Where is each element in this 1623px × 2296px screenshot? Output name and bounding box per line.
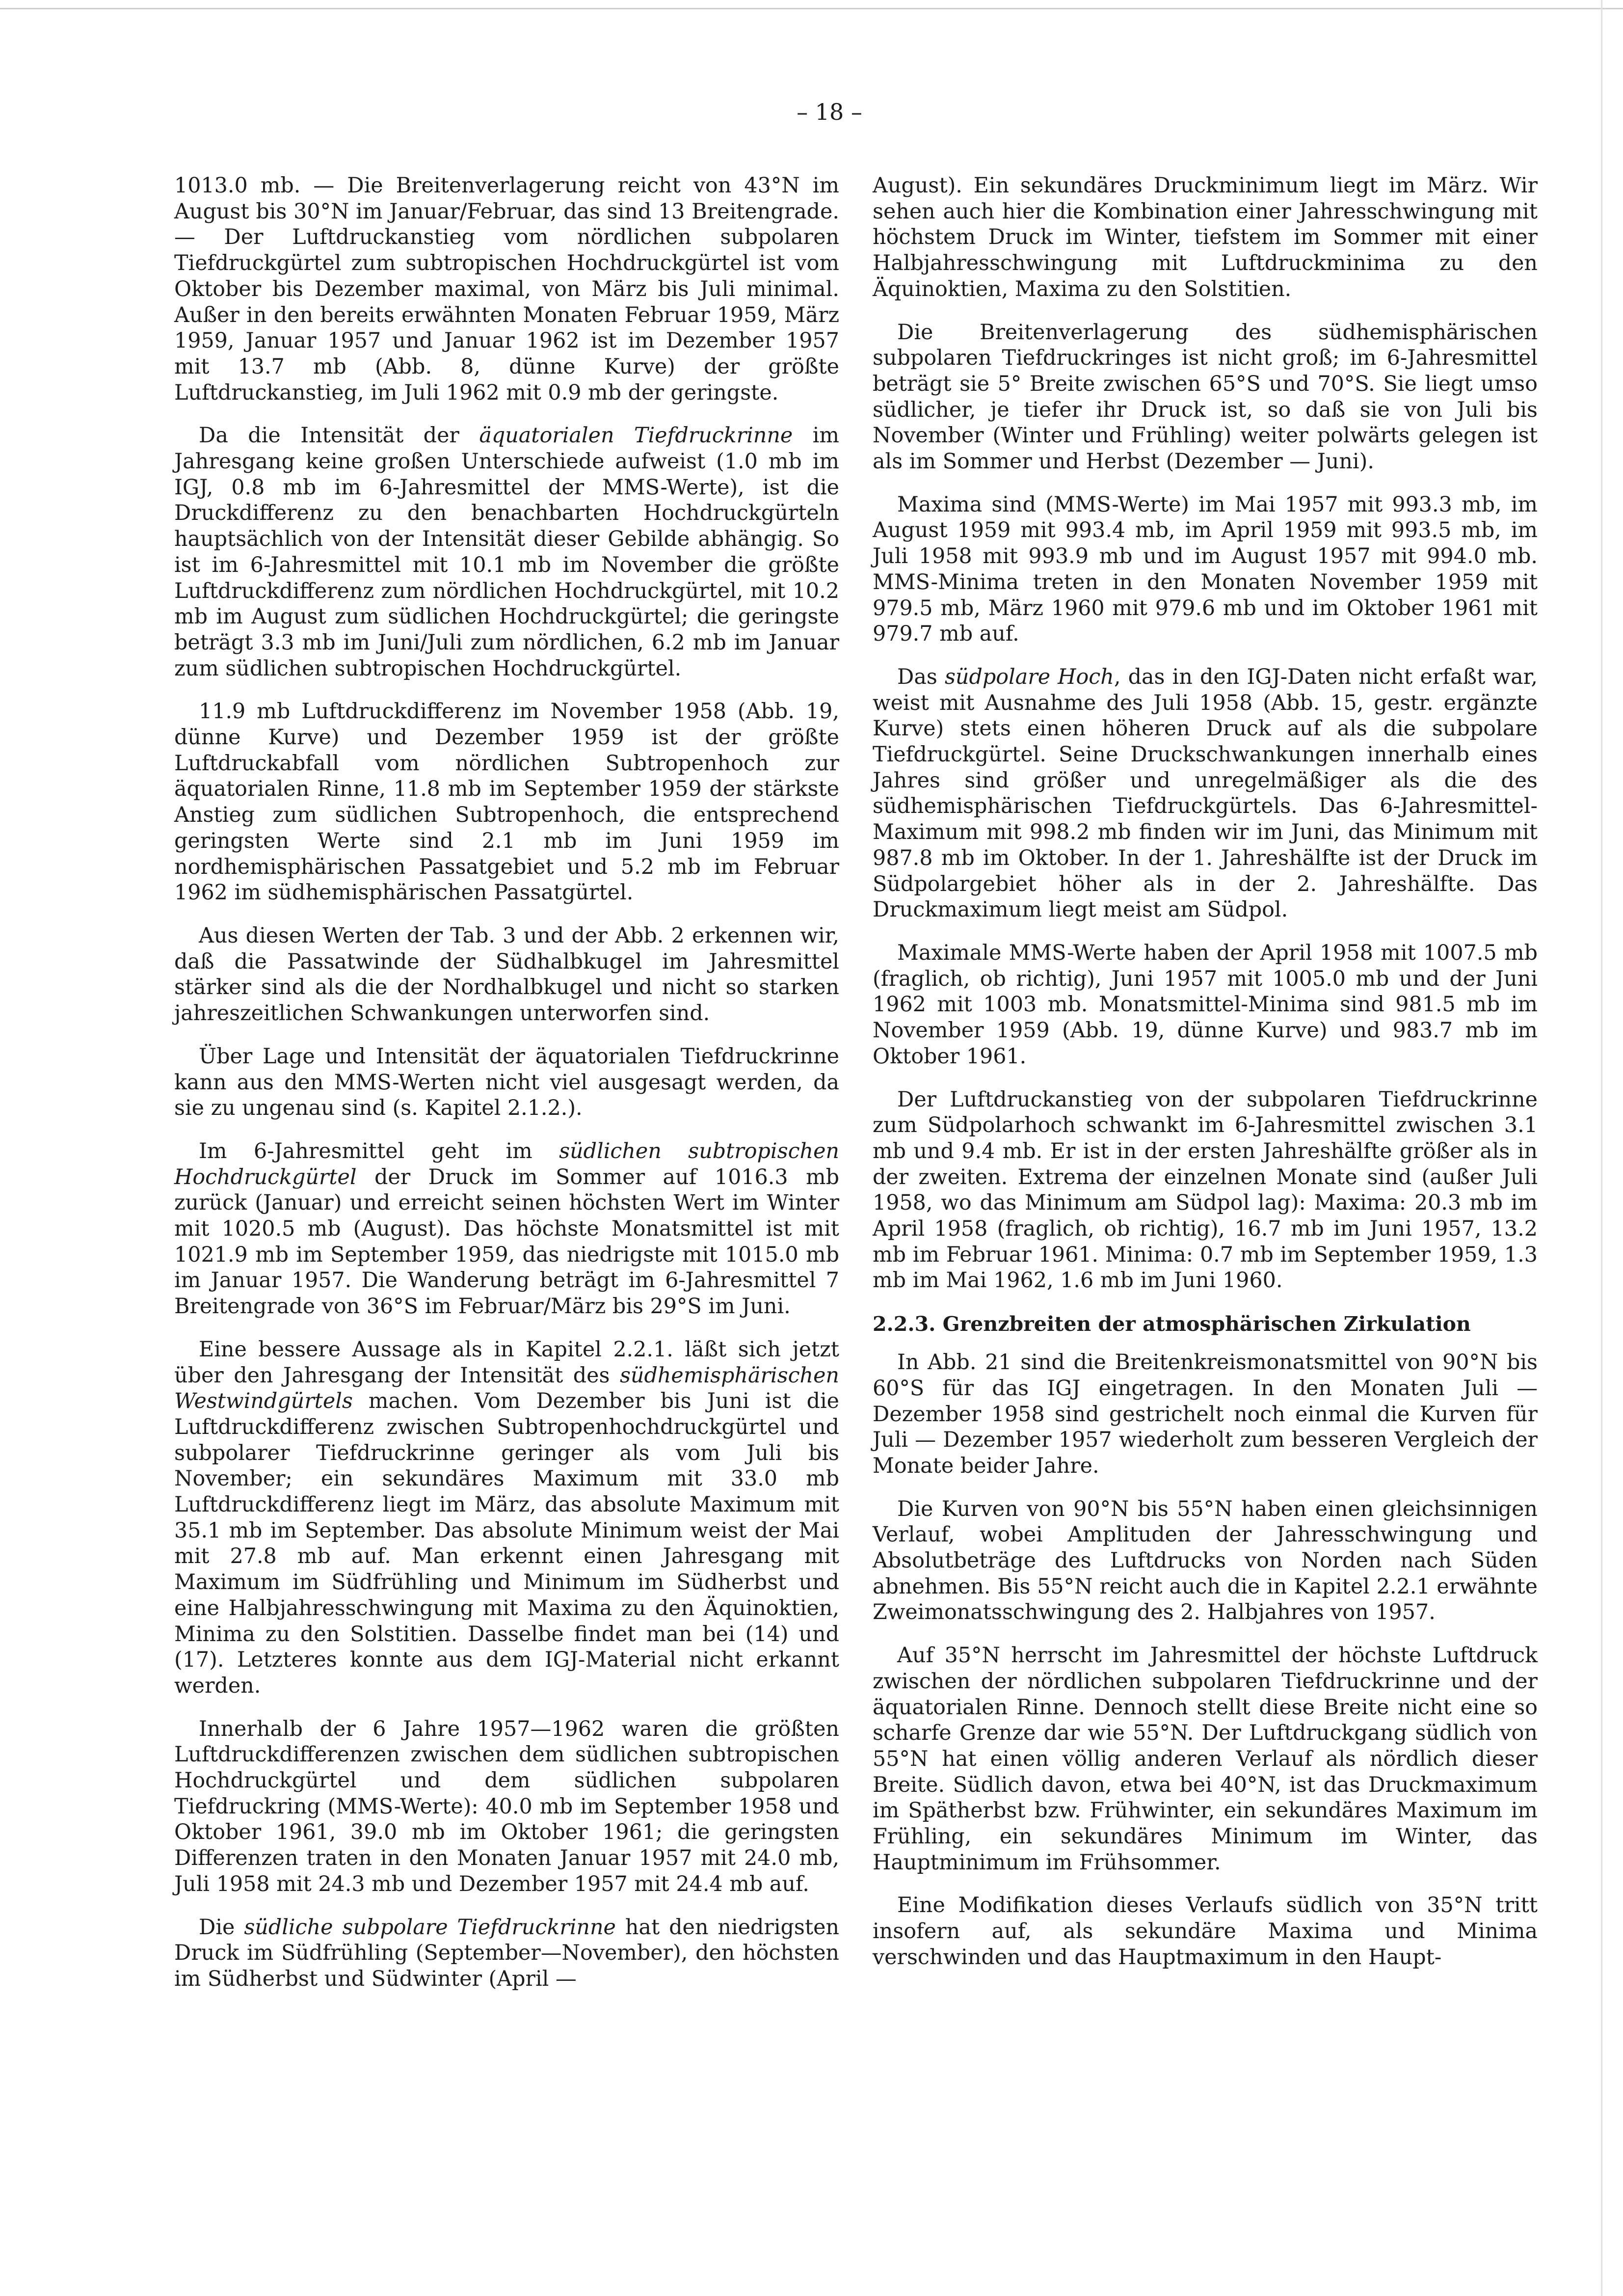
right-column <box>873 173 1538 1988</box>
emphasis: südliche subpolare Tiefdruckrinne <box>244 1915 616 1940</box>
paragraph: Aus diesen Werten der Tab. 3 und der Abb. 2 erkennen wir, daß die Passatwinde der Südhalbkugel im Jahresmittel stärker sind als die der Nordhalbkugel und nicht so starken jahreszeitlichen Schwankungen unterworfen sind. <box>174 923 839 1026</box>
emphasis: äquatorialen Tiefdruckrinne <box>479 423 793 448</box>
scan-edge-right <box>1601 0 1602 2296</box>
paragraph: Die Breitenverlagerung des südhemisphärischen subpolaren Tiefdruckringes ist nicht groß; im 6-Jahresmittel beträgt sie 5° Breite zwischen 65°S und 70°S. Sie liegt umso südlicher, je tiefer ihr Druck ist, so daß sie von Juli bis November (Winter und Frühling) weiter polwärts gelegen ist als im Sommer und Herbst (Dezember — Juni). <box>873 320 1538 474</box>
paragraph: 11.9 mb Luftdruckdifferenz im November 1958 (Abb. 19, dünne Kurve) und Dezember 1959 ist der größte Luftdruckabfall vom nördlichen Subtropenhoch zur äquatorialen Rinne, 11.8 mb im September 1959 der stärkste Anstieg zum südlichen Subtropenhoch, die entsprechend geringsten Werte sind 2.1 mb im Juni 1959 im nordhemisphärischen Passatgebiet und 5.2 mb im Februar 1962 im südhemisphärischen Passatgürtel. <box>174 699 839 905</box>
section-heading: 2.2.3. Grenzbreiten der atmosphärischen Zirkulation <box>873 1312 1471 1336</box>
paragraph: Im 6-Jahresmittel geht im südlichen subtropischen Hochdruckgürtel der Druck im Sommer auf 1016.3 mb zurück (Januar) und erreicht seinen höchsten Wert im Winter mit 1020.5 mb (August). Das höchste Monatsmittel ist mit 1021.9 mb im September 1959, das niedrigste mit 1015.0 mb im Januar 1957. Die Wanderung beträgt im 6-Jahresmittel 7 Breitengrade von 36°S im Februar/März bis 29°S im Juni. <box>174 1138 839 1319</box>
emphasis: südpolare Hoch <box>944 664 1114 689</box>
paragraph: Maxima sind (MMS-Werte) im Mai 1957 mit 993.3 mb, im August 1959 mit 993.4 mb, im April 1959 mit 993.5 mb, im Juli 1958 mit 993.9 mb und im August 1957 mit 994.0 mb. MMS-Minima treten in den Monaten November 1959 mit 979.5 mb, März 1960 mit 979.6 mb und im Oktober 1961 mit 979.7 mb auf. <box>873 492 1538 647</box>
paragraph: Maximale MMS-Werte haben der April 1958 mit 1007.5 mb (fraglich, ob richtig), Juni 1957 mit 1005.0 mb und der Juni 1962 mit 1003 mb. Monatsmittel-Minima sind 981.5 mb im November 1959 (Abb. 19, dünne Kurve) und 983.7 mb im Oktober 1961. <box>873 940 1538 1069</box>
paragraph: Die Kurven von 90°N bis 55°N haben einen gleichsinnigen Verlauf, wobei Amplituden der Jahresschwingung und Absolutbeträge des Luftdrucks von Norden nach Süden abnehmen. Bis 55°N reicht auch die in Kapitel 2.2.1 erwähnte Zweimonatsschwingung des 2. Halbjahres von 1957. <box>873 1496 1538 1625</box>
scan-edge-top <box>0 8 1623 9</box>
paragraph: Über Lage und Intensität der äquatorialen Tiefdruckrinne kann aus den MMS-Werten nicht viel ausgesagt werden, da sie zu ungenau sind (s. Kapitel 2.1.2.). <box>174 1044 839 1121</box>
paragraph: Auf 35°N herrscht im Jahresmittel der höchste Luftdruck zwischen der nördlichen subpolaren Tiefdruckrinne und der äquatorialen Rinne. Dennoch stellt diese Breite nicht eine so scharfe Grenze dar wie 55°N. Der Luftdruckgang südlich von 55°N hat einen völlig anderen Verlauf als nördlich dieser Breite. Südlich davon, etwa bei 40°N, ist das Druckmaximum im Spätherbst bzw. Frühwinter, ein sekundäres Maximum im Frühling, ein sekundäres Minimum im Winter, das Hauptminimum im Frühsommer. <box>873 1643 1538 1875</box>
paragraph: Das südpolare Hoch, das in den IGJ-Daten nicht erfaßt war, weist mit Ausnahme des Juli 1958 (Abb. 15, gestr. ergänzte Kurve) stets einen höheren Druck auf als die subpolare Tiefdruckgürtel. Seine Druckschwankungen innerhalb eines Jahres sind größer und unregelmäßiger als die des südhemisphärischen Tiefdruckgürtels. Das 6-Jahresmittel-Maximum mit 998.2 mb finden wir im Juni, das Minimum mit 987.8 mb im Oktober. In der 1. Jahreshälfte ist der Druck im Südpolargebiet höher als in der 2. Jahreshälfte. Das Druckmaximum liegt meist am Südpol. <box>873 664 1538 922</box>
left-column <box>174 173 839 2009</box>
paragraph: Eine bessere Aussage als in Kapitel 2.2.1. läßt sich jetzt über den Jahresgang der Intensität des südhemisphärischen Westwindgürtels machen. Vom Dezember bis Juni ist die Luftdruckdifferenz zwischen Subtropenhochdruckgürtel und subpolarer Tiefdruckrinne geringer als vom Juli bis November; ein sekundäres Maximum mit 33.0 mb Luftdruckdifferenz liegt im März, das absolute Maximum mit 35.1 mb im September. Das absolute Minimum weist der Mai mit 27.8 mb auf. Man erkennt einen Jahresgang mit Maximum im Südfrühling und Minimum im Südherbst und eine Halbjahresschwingung mit Maxima zu den Äquinoktien, Minima zu den Solstitien. Dasselbe findet man bei (14) und (17). Letzteres konnte aus dem IGJ-Material nicht erkannt werden. <box>174 1337 839 1698</box>
page-number: – 18 – <box>797 99 862 125</box>
paragraph: Da die Intensität der äquatorialen Tiefdruckrinne im Jahresgang keine großen Unterschiede aufweist (1.0 mb im IGJ, 0.8 mb im 6-Jahresmittel der MMS-Werte), ist die Druckdifferenz zu den benachbarten Hochdruckgürteln hauptsächlich von der Intensität dieser Gebilde abhängig. So ist im 6-Jahresmittel mit 10.1 mb im November die größte Luftdruckdifferenz zum nördlichen Hochdruckgürtel, mit 10.2 mb im August zum südlichen Hochdruckgürtel; die geringste beträgt 3.3 mb im Juni/Juli zum nördlichen, 6.2 mb im Januar zum südlichen subtropischen Hochdruckgürtel. <box>174 423 839 681</box>
emphasis: südhemisphärischen Westwindgürtels <box>174 1363 839 1414</box>
emphasis: südlichen subtropischen Hochdruckgürtel <box>174 1138 839 1189</box>
paragraph: Eine Modifikation dieses Verlaufs südlich von 35°N tritt insofern auf, als sekundäre Maxima und Minima verschwinden und das Hauptmaximum in den Haupt- <box>873 1893 1538 1970</box>
paragraph: In Abb. 21 sind die Breitenkreismonatsmittel von 90°N bis 60°S für das IGJ eingetragen. In den Monaten Juli — Dezember 1958 sind gestrichelt noch einmal die Kurven für Juli — Dezember 1957 wiederholt zum besseren Vergleich der Monate beider Jahre. <box>873 1350 1538 1478</box>
paragraph: Innerhalb der 6 Jahre 1957—1962 waren die größten Luftdruckdifferenzen zwischen dem südlichen subtropischen Hochdruckgürtel und dem südlichen subpolaren Tiefdruckring (MMS-Werte): 40.0 mb im September 1958 und Oktober 1961, 39.0 mb im Oktober 1961; die geringsten Differenzen traten in den Monaten Januar 1957 mit 24.0 mb, Juli 1958 mit 24.3 mb und Dezember 1957 mit 24.4 mb auf. <box>174 1716 839 1896</box>
paragraph: Die südliche subpolare Tiefdruckrinne hat den niedrigsten Druck im Südfrühling (September—November), den höchsten im Südherbst und Südwinter (April — <box>174 1915 839 1991</box>
paragraph: 1013.0 mb. — Die Breitenverlagerung reicht von 43°N im August bis 30°N im Januar/Februar, das sind 13 Breitengrade. — Der Luftdruckanstieg vom nördlichen subpolaren Tiefdruckgürtel zum subtropischen Hochdruckgürtel ist vom Oktober bis Dezember maximal, von März bis Juli minimal. Außer in den bereits erwähnten Monaten Februar 1959, März 1959, Januar 1957 und Januar 1962 ist im Dezember 1957 mit 13.7 mb (Abb. 8, dünne Kurve) der größte Luftdruckanstieg, im Juli 1962 mit 0.9 mb der geringste. <box>174 173 839 405</box>
paragraph: Der Luftdruckanstieg von der subpolaren Tiefdruckrinne zum Südpolarhoch schwankt im 6-Jahresmittel zwischen 3.1 mb und 9.4 mb. Er ist in der ersten Jahreshälfte größer als in der zweiten. Extrema der einzelnen Monate sind (außer Juli 1958, wo das Minimum am Südpol lag): Maxima: 20.3 mb im April 1958 (fraglich, ob richtig), 16.7 mb im Juni 1957, 13.2 mb im Februar 1961. Minima: 0.7 mb im September 1959, 1.3 mb im Mai 1962, 1.6 mb im Juni 1960. <box>873 1087 1538 1293</box>
paragraph: August). Ein sekundäres Druckminimum liegt im März. Wir sehen auch hier die Kombination einer Jahresschwingung mit höchstem Druck im Winter, tiefstem im Sommer mit einer Halbjahresschwingung mit Luftdruckminima zu den Äquinoktien, Maxima zu den Solstitien. <box>873 173 1538 301</box>
